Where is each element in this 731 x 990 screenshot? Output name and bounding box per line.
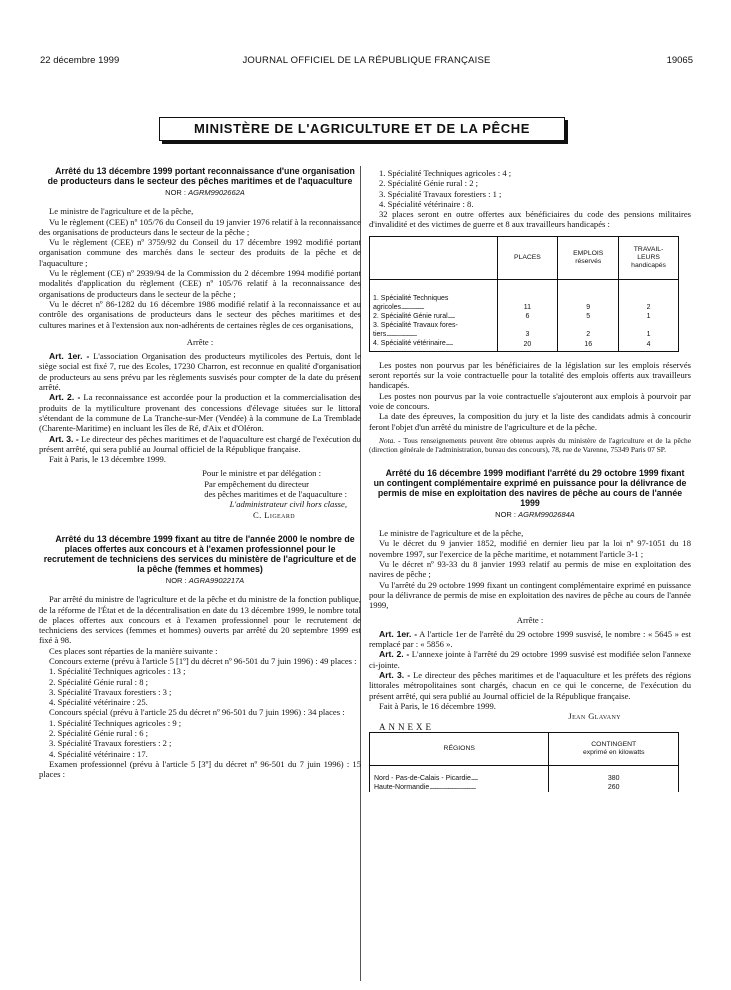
arrete3-para: Le ministre de l'agriculture et de la pêche, (379, 528, 524, 539)
list-item: 3. Spécialité Travaux forestiers : 3 ; (49, 686, 172, 697)
list-item: 4. Spécialité vétérinaire : 25. (49, 697, 148, 708)
list-item: 4. Spécialité vétérinaire : 17. (49, 748, 148, 759)
arrete1-signature-line: L'administrateur civil hors classe, (229, 499, 347, 510)
header-date: 22 décembre 1999 (40, 55, 120, 66)
table-row: Nord - Pas-de-Calais - Picardie....... 380 (370, 765, 679, 783)
ministry-title: MINISTÈRE DE L'AGRICULTURE ET DE LA PÊCHE (193, 121, 531, 136)
table-row: 4. Spécialité vétérinaire....... 20 16 4 (370, 339, 679, 352)
table-header-row (370, 236, 679, 279)
concours-special: Concours spécial (prévu à l'article 25 du décret nº 96-501 du 7 juin 1996) : 34 places : (49, 707, 345, 718)
table-header-row (370, 732, 679, 765)
arrete3-para: Vu le décret du 9 janvier 1852, modifié en dernier lieu par la loi nº 97-1051 du 18 novembre 1997, sur l'exercice de la pêche maritime, et notamment l'article 3-1 ; (369, 538, 691, 559)
arrete3-para: Vu l'arrêté du 29 octobre 1999 fixant un contingent complémentaire exprimé en puissance pour la délivrance de permis de mise en exploitation des navires de pêche au cours de l'année 1999, (369, 579, 691, 611)
list-item: 2. Spécialité Génie rural : 6 ; (49, 728, 149, 739)
table-header-contingent: CONTINGENT exprimé en kilowatts (549, 732, 679, 765)
page-header (40, 55, 693, 69)
arrete1-signature-line: des pêches maritimes et de l'aquaculture : (204, 489, 347, 500)
arrete2-para: La date des épreuves, la composition du jury et la liste des candidats admis à concourir feront l'objet d'un arrêté du ministre de l'agriculture et de la pêche. (369, 411, 691, 432)
list-item: 1. Spécialité Techniques agricoles : 9 ; (49, 717, 182, 728)
arrete1-signature-line: Par empêchement du directeur (204, 478, 309, 489)
arrete3-nor: NOR : AGRM9902684A (495, 509, 575, 519)
arrete2-para: 32 places seront en outre offertes aux bénéficiaires du code des pensions militaires d'invalidité et des victimes de guerre et 8 aux travailleurs handicapés : (369, 209, 691, 230)
table-header-emplois: EMPLOIS réservés (558, 236, 619, 279)
arrete3-title: Arrêté du 16 décembre 1999 modifiant l'arrêté du 29 octobre 1999 fixant un contingent complémentaire exprimé en puissance pour la délivrance de permis de mise en exploitation des navires de pêche au cours de l'année 1999 (373, 467, 687, 508)
arrete2-title: Arrêté du 13 décembre 1999 fixant au titre de l'année 2000 le nombre de places offertes aux concours et à l'examen professionnel pour le recrutement de techniciens des services du ministère de l'agriculture et de la pêche (femmes et hommes) (43, 533, 357, 574)
table-header-travailleurs: TRAVAIL- LEURS handicapés (619, 236, 679, 279)
arrete2-nor: NOR : AGRA9902217A (165, 575, 245, 585)
arrete3-article-3: Art. 3. - Le directeur des pêches maritimes et de l'aquaculture et les préfets des régions littorales métropolitaines sont chargés, chacun en ce qui le concerne, de l'exécution du présent arrêté, qui sera publié au Journal officiel de la République française. (369, 670, 691, 701)
arrete1-title: Arrêté du 13 décembre 1999 portant reconnaissance d'une organisation de producteurs dans le secteur des pêches maritimes et de l'aquaculture (47, 166, 355, 186)
table-header-places: PLACES (497, 236, 558, 279)
arrete1-signature-line: Pour le ministre et par délégation : (202, 468, 321, 479)
arrete2-para: Ces places sont réparties de la manière suivante : (49, 645, 218, 656)
arrete2-para: Les postes non pourvus par la voie contractuelle s'ajouteront aux emplois à pourvoir par voie de concours. (369, 390, 691, 411)
right-column (369, 168, 691, 792)
table-row: Haute-Normandie................................................. 260 (370, 783, 679, 792)
arrete1-article-1: Art. 1er. - L'association Organisation des producteurs mytilicoles des Pertuis, dont le siège social est fixé 7, rue des Ecoles, 17230 Charron, est reconnue en qualité d'organisation de producteurs au sens prévu par les règlements susvisés pour compter de la date du présent arrêté. (39, 351, 362, 393)
arrete3-arrete: Arrête : (516, 614, 544, 625)
arrete1-para: Vu le règlement (CEE) nº 105/76 du Conseil du 19 janvier 1976 relatif à la reconnaissance des organisations de producteurs dans le secteur de la pêche ; (39, 216, 361, 237)
list-item: 1. Spécialité Techniques agricoles : 4 ; (379, 168, 512, 178)
ministry-title-box (159, 117, 565, 141)
table-row: 1. Spécialité Techniques agricoles........................ 11 9 2 (370, 279, 679, 312)
annexe-heading: ANNEXE (379, 721, 434, 732)
contingent-table (369, 732, 679, 792)
arrete1-para: Vu le règlement (CEE) nº 3759/92 du Conseil du 17 décembre 1992 modifié portant organisation commune des marchés dans le secteur des produits de la pêche et de l'aquaculture ; (39, 237, 361, 268)
table-header-empty (370, 236, 498, 279)
arrete3-fait: Fait à Paris, le 16 décembre 1999. (379, 700, 496, 711)
arrete1-para: Vu le règlement (CE) nº 2939/94 de la Commission du 2 décembre 1994 modifié portant modalités d'application du règlement (CEE) nº 105/76 relatif à la reconnaissance des organisations de producteurs dans le secteur de la pêche ; (39, 268, 361, 299)
arrete1-arrete: Arrête : (186, 336, 214, 347)
arrete1-article-3: Art. 3. - Le directeur des pêches maritimes et de l'aquaculture est chargé de l'exécution du présent arrêté, qui sera publié au Journal officiel de la République française. (39, 433, 361, 454)
arrete2-para: Par arrêté du ministre de l'agriculture et de la pêche et du ministre de la fonction publique, de la réforme de l'État et de la décentralisation en date du 13 décembre 1999, le nombre total de places offertes aux concours et à l'examen professionnel pour le recrutement de techniciens des services (femmes et hommes) ouverts par arrêté du 20 septembre 1999 est fixé à 98. (39, 594, 361, 646)
list-item: 3. Spécialité Travaux forestiers : 2 ; (49, 738, 172, 749)
places-table (369, 236, 679, 352)
table-row: 2. Spécialité Génie rural....... 6 5 1 (370, 312, 679, 321)
arrete1-nor: NOR : AGRM9902662A (165, 188, 245, 197)
header-page-number: 19065 (666, 55, 693, 66)
arrete1-para: Vu le décret nº 86-1282 du 16 décembre 1986 modifié relatif à la reconnaissance et au contrôle des organisations de producteurs dans le secteur des pêches maritimes et des cultures marines et à l'extension aux non-adhérents de certaines règles de ces organisations, (39, 298, 361, 330)
arrete1-fait: Fait à Paris, le 13 décembre 1999. (49, 454, 166, 465)
arrete1-article-2: Art. 2. - La reconnaissance est accordée pour la production et la commercialisation des produits de la mytiliculture provenant des concessions d'élevage situées sur le littoral s'étendant de la commune de La Tranche-sur-Mer (Vendée) à la commune de La Tremblade (Charente-Maritime) en incluant les îles de Ré, d'Aix et d'Oléron. (39, 392, 362, 434)
arrete2-note: Nota. - Tous renseignements peuvent être obtenus auprès du ministère de l'agriculture et de la pêche (direction générale de l'administration, bureau des concours), 78, rue de Varenne, 75349 Paris 07 SP. (369, 435, 691, 454)
list-item: 4. Spécialité vétérinaire : 8. (379, 198, 474, 209)
arrete3-article-1: Art. 1er. - A l'article 1er de l'arrêté du 29 octobre 1999 susvisé, le nombre : « 5645 » est remplacé par : « 5856 ». (369, 628, 691, 650)
left-column (39, 166, 361, 780)
list-item: 3. Spécialité Travaux forestiers : 1 ; (379, 188, 502, 199)
list-item: 2. Spécialité Génie rural : 2 ; (379, 178, 479, 189)
arrete1-para: Le ministre de l'agriculture et de la pêche, (49, 206, 194, 217)
list-item: 1. Spécialité Techniques agricoles : 13 ; (49, 666, 186, 677)
list-item: 2. Spécialité Génie rural : 8 ; (49, 676, 149, 687)
arrete3-para: Vu le décret nº 93-33 du 8 janvier 1993 relatif au permis de mise en exploitation des navires de pêche ; (369, 559, 691, 580)
arrete1-signatory: C. Ligeard (253, 509, 295, 520)
table-header-regions: RÉGIONS (370, 732, 549, 765)
examen-professionnel: Examen professionnel (prévu à l'article 5 [3º] du décret nº 96-501 du 7 juin 1996) : 15 places : (39, 758, 361, 780)
table-row: 3. Spécialité Travaux fores- tiers................................ 3 2 1 (370, 321, 679, 339)
header-journal-title: JOURNAL OFFICIEL DE LA RÉPUBLIQUE FRANÇAISE (242, 55, 491, 66)
arrete3-article-2: Art. 2. - L'annexe jointe à l'arrêté du 29 octobre 1999 susvisé est modifiée selon l'annexe ci-jointe. (369, 649, 692, 670)
concours-externe: Concours externe (prévu à l'article 5 [1º] du décret nº 96-501 du 7 juin 1996) : 49 places : (49, 655, 357, 666)
arrete2-para: Les postes non pourvus par les bénéficiaires de la législation sur les emplois réservés seront reportés sur la voie contractuelle pour la totalité des emplois offerts aux travailleurs handicapés. (369, 359, 691, 391)
arrete3-signatory: Jean Glavany (568, 711, 621, 722)
